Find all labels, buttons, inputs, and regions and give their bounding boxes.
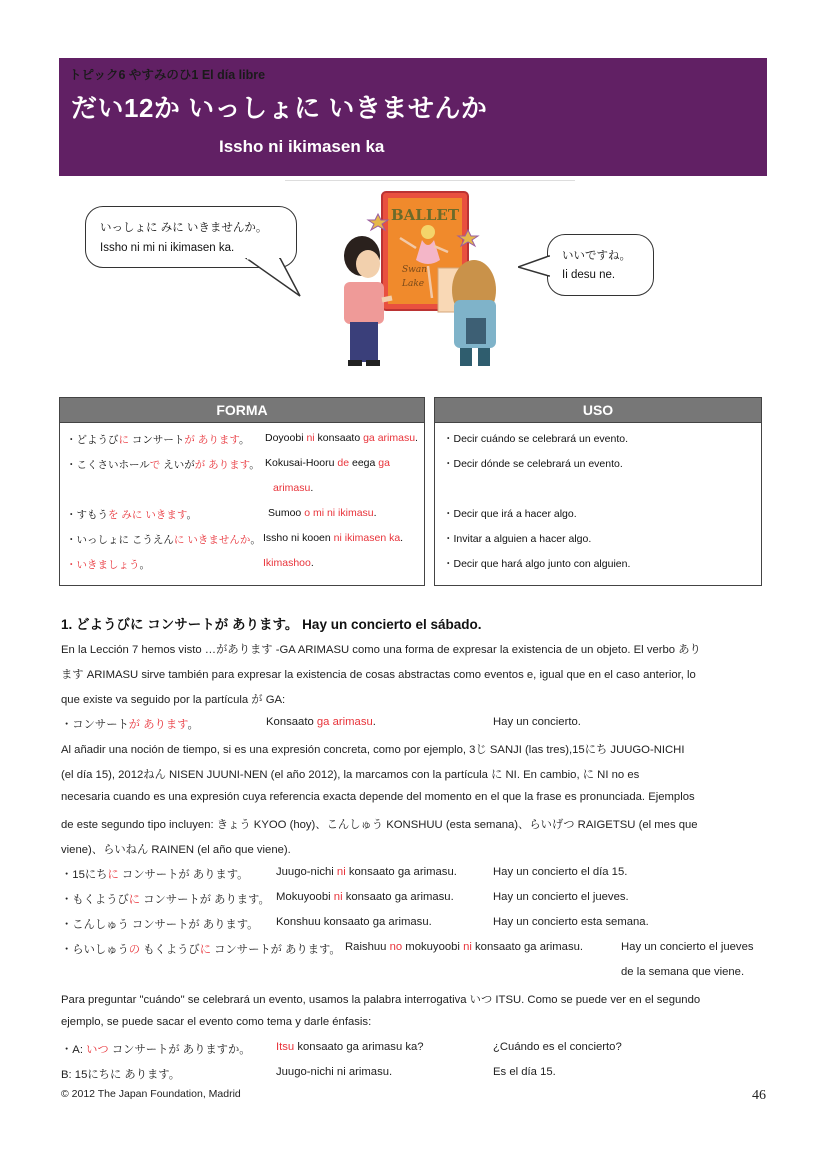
example-spanish: de la semana que viene. [621, 966, 745, 978]
bubble-left-japanese: いっしょに みに いきませんか。 [100, 222, 268, 234]
text-segment: ・A: [61, 1044, 87, 1056]
text-segment: ・いっしょに こうえん [66, 534, 174, 546]
text-segment: ni [336, 866, 346, 878]
paragraph-line: Para preguntar "cuándo" se celebrará un evento, usamos la palabra interrogativa いつ ITSU. Como se puede ver en el segundo [61, 994, 701, 1006]
text-segment: Juugo-nichi ni arimasu. [276, 1066, 393, 1078]
example-spanish: Hay un concierto esta semana. [493, 916, 649, 928]
forma-romaji [263, 557, 314, 569]
page-number: 46 [752, 1088, 766, 1103]
text-segment: Mokuyoobi [276, 891, 334, 903]
bubble-left-romaji: Issho ni mi ni ikimasen ka. [100, 242, 235, 254]
text-segment: konsaato ga arimasu ka? [294, 1041, 424, 1053]
text-segment: に [199, 944, 212, 956]
text-segment: ・どようび [66, 434, 119, 446]
qa-romaji [276, 1041, 424, 1053]
example-japanese [61, 716, 199, 732]
ballet-poster-illustration [330, 190, 500, 380]
text-segment: ni [463, 941, 472, 953]
topic-label: トピック6 やすみのひ1 El día libre [69, 68, 266, 82]
text-segment: ・こんしゅう コンサートが あります。 [61, 919, 259, 931]
text-segment: B: 15にちに あります。 [61, 1069, 180, 1081]
text-segment: . [415, 432, 418, 444]
qa-japanese [61, 1041, 251, 1057]
uso-item: ・Decir que hará algo junto con alguien. [443, 558, 631, 570]
text-segment: で [149, 459, 161, 471]
text-segment: . [310, 557, 314, 569]
text-segment: ・15にち [61, 869, 108, 881]
example-romaji [266, 716, 376, 728]
forma-japanese [66, 432, 250, 447]
text-segment: arimasu [273, 482, 311, 494]
text-segment: ・コンサート [61, 719, 129, 731]
paragraph-line: de este segundo tipo incluyen: きょう KYOO (hoy)、こんしゅう KONSHUU (esta semana)、らいげつ RAIGETSU (el mes que [61, 819, 698, 831]
text-segment: 。 [186, 509, 197, 521]
example-romaji [276, 891, 454, 903]
paragraph-line: viene)、らいねん RAINEN (el año que viene). [61, 844, 291, 856]
text-segment: ・すもう [66, 509, 108, 521]
uso-header: USO [435, 398, 761, 423]
text-segment: コンサート [129, 434, 185, 446]
paragraph-line: (el día 15), 2012ねん NISEN JUUNI-NEN (el año 2012), la marcamos con la partícula に NI. En cambio, に NI no es [61, 769, 640, 781]
text-segment: ・いきましょう [66, 559, 140, 571]
text-segment: ・もくようび [61, 894, 129, 906]
forma-romaji [265, 457, 390, 469]
example-spanish: Hay un concierto el jueves. [493, 891, 629, 903]
paragraph-line: necesaria cuando es una expresión cuya referencia exacta depende del momento en el que la frase es pronunciada. Ejemplos [61, 791, 695, 803]
qa-spanish: ¿Cuándo es el concierto? [493, 1041, 622, 1053]
uso-box [434, 397, 762, 586]
text-segment: Raishuu [345, 941, 390, 953]
text-segment: eega [349, 457, 379, 469]
text-segment: コンサートが あります。 [211, 944, 341, 956]
qa-spanish: Es el día 15. [493, 1066, 556, 1078]
text-segment: konsaato ga arimasu. [471, 941, 584, 953]
text-segment: Itsu [276, 1041, 295, 1053]
forma-japanese [66, 532, 261, 547]
forma-romaji [268, 507, 377, 519]
text-segment: コンサートが あります。 [140, 894, 270, 906]
text-segment: de [337, 457, 350, 469]
paragraph-line: ejemplo, se puede sacar el evento como tema y darle énfasis: [61, 1016, 372, 1028]
text-segment: ・こくさいホール [66, 459, 150, 471]
forma-japanese [66, 507, 197, 522]
uso-item: ・Decir cuándo se celebrará un evento. [443, 433, 629, 445]
text-segment: コンサートが あります。 [118, 869, 249, 881]
example-japanese [61, 891, 270, 907]
paragraph-line: ます ARIMASU sirve también para expresar la existencia de cosas abstractas como eventos e, igual que en el caso anterior, lo [61, 669, 696, 681]
text-segment: に [173, 534, 185, 546]
example-japanese [61, 941, 341, 957]
uso-item: ・Decir dónde se celebrará un evento. [443, 458, 623, 470]
bubble-left-tail [240, 258, 302, 298]
text-segment: が あります [128, 719, 188, 731]
text-segment: 。 [249, 459, 260, 471]
text-segment: Ikimashoo [263, 557, 311, 569]
example-spanish: Hay un concierto el jueves [621, 941, 754, 953]
forma-romaji [265, 432, 418, 444]
text-segment: mokuyoobi [402, 941, 464, 953]
text-segment: が [184, 434, 195, 446]
forma-box [59, 397, 425, 586]
text-segment: えいが [160, 459, 195, 471]
text-segment: Juugo-nichi [276, 866, 337, 878]
text-segment: . [310, 482, 314, 494]
text-segment: の [128, 944, 141, 956]
text-segment: . [373, 507, 377, 519]
text-segment: no [389, 941, 403, 953]
text-segment: もくようび [140, 944, 200, 956]
bubble-right-japanese: いいですね。 [562, 250, 631, 262]
text-segment: みに いきます [118, 509, 187, 521]
text-segment: あります [194, 434, 239, 446]
text-segment: konsaato ga arimasu. [345, 866, 457, 878]
text-segment: ni ikimasen ka [333, 532, 401, 544]
text-segment: ga arimasu [316, 716, 373, 728]
text-segment: konsaato ga arimasu. [342, 891, 454, 903]
forma-japanese [66, 457, 260, 472]
forma-romaji [273, 482, 313, 494]
example-japanese [61, 866, 248, 882]
example-romaji [345, 941, 583, 953]
text-segment: 。 [187, 719, 199, 731]
forma-header: FORMA [60, 398, 424, 423]
svg-text:Lake: Lake [402, 279, 425, 289]
text-segment: Sumoo [268, 507, 305, 519]
text-segment: に [107, 869, 119, 881]
speech-bubble-right [547, 234, 654, 296]
paragraph-line: Al añadir una noción de tiempo, si es una expresión concreta, como por ejemplo, 3じ SANJI (las tres),15にち JUUGO-NICHI [61, 744, 685, 756]
text-segment: を [108, 509, 119, 521]
lesson-title-romaji: Issho ni ikimasen ka [219, 137, 385, 156]
text-segment: 。 [250, 534, 261, 546]
text-segment: Konsaato [266, 716, 317, 728]
text-segment: Konshuu konsaato ga arimasu. [276, 916, 432, 928]
example-spanish: Hay un concierto el día 15. [493, 866, 628, 878]
text-segment: Kokusai-Hooru [265, 457, 338, 469]
example-spanish: Hay un concierto. [493, 716, 581, 728]
section-title: 1. どようびに コンサートが あります。 Hay un concierto el sábado. [61, 617, 482, 632]
text-segment: Doyoobi [265, 432, 307, 444]
text-segment: 。 [139, 559, 150, 571]
text-segment: コンサートが ありますか。 [108, 1044, 251, 1056]
svg-text:Swan: Swan [402, 265, 428, 275]
copyright: © 2012 The Japan Foundation, Madrid [61, 1088, 241, 1100]
example-japanese [61, 916, 258, 932]
text-segment: o mi ni ikimasu [304, 507, 374, 519]
text-segment: konsaato [314, 432, 364, 444]
text-segment: ga [378, 457, 390, 469]
divider [285, 180, 575, 181]
paragraph-line: que existe va seguido por la partícula が GA: [61, 694, 286, 706]
uso-item: ・Decir que irá a hacer algo. [443, 508, 577, 520]
text-segment: ・らいしゅう [61, 944, 129, 956]
qa-japanese [61, 1066, 180, 1082]
forma-romaji [263, 532, 403, 544]
svg-text:BALLET: BALLET [390, 206, 460, 224]
text-segment: あります [205, 459, 250, 471]
text-segment: . [372, 716, 376, 728]
text-segment: いきませんか [184, 534, 251, 546]
text-segment: に [128, 894, 141, 906]
text-segment: が [194, 459, 206, 471]
paragraph-line: En la Lección 7 hemos visto …があります -GA ARIMASU como una forma de expresar la existencia de un objeto. El verbo あり [61, 644, 701, 656]
text-segment: ni [306, 432, 315, 444]
text-segment: いつ [86, 1044, 109, 1056]
uso-item: ・Invitar a alguien a hacer algo. [443, 533, 592, 545]
lesson-header-banner [59, 58, 767, 176]
lesson-title: だい12か いっしょに いきませんか [71, 93, 488, 123]
text-segment: ga arimasu [363, 432, 416, 444]
forma-japanese [66, 557, 150, 572]
text-segment: 。 [239, 434, 250, 446]
text-segment: Issho ni kooen [263, 532, 334, 544]
qa-romaji [276, 1066, 392, 1078]
example-romaji [276, 866, 457, 878]
bubble-right-romaji: Ii desu ne. [562, 269, 616, 281]
text-segment: . [400, 532, 404, 544]
text-segment: ni [333, 891, 343, 903]
text-segment: に [118, 434, 129, 446]
example-romaji [276, 916, 432, 928]
bubble-right-tail [518, 252, 550, 282]
